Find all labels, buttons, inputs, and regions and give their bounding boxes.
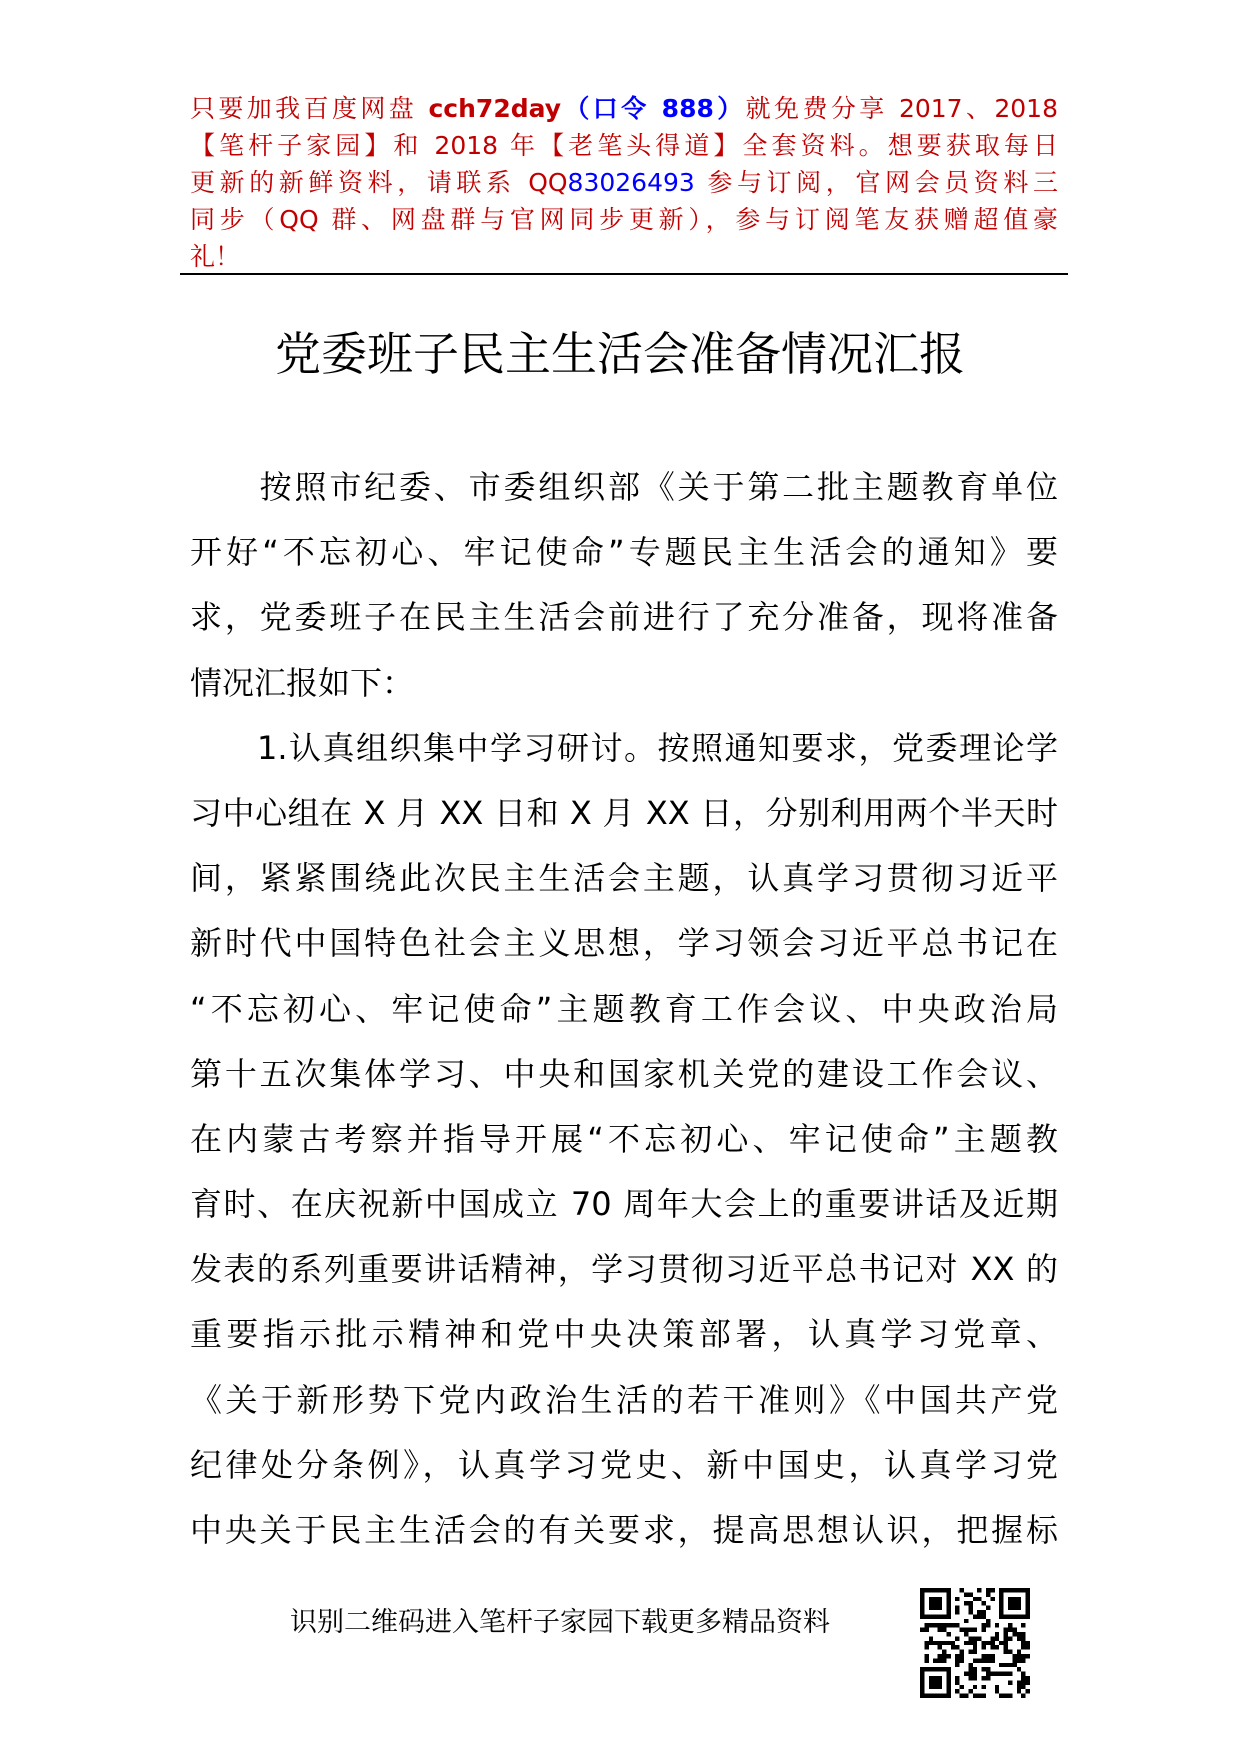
promo-qq: 83026493 <box>567 168 695 197</box>
promo-header <box>190 90 1058 275</box>
body-line: 中央关于民主生活会的有关要求，提高思想认识，把握标 <box>190 1511 1058 1549</box>
body-line: 新时代中国特色社会主义思想，学习领会习近平总书记在 <box>190 924 1058 963</box>
promo-line <box>190 90 1058 127</box>
promo-text: 只要加我百度网盘 <box>190 94 429 123</box>
body-line: 1.认真组织集中学习研讨。按照通知要求，党委理论学 <box>190 728 1058 767</box>
promo-line <box>190 164 1058 201</box>
body-line: 育时、在庆祝新中国成立 70 周年大会上的重要讲话及近期 <box>190 1185 1058 1224</box>
body-line: 求，党委班子在民主生活会前进行了充分准备，现将准备 <box>190 598 1058 637</box>
promo-code: （口令 888） <box>561 94 746 123</box>
body-line: 发表的系列重要讲话精神，学习贯彻习近平总书记对 XX 的 <box>190 1250 1058 1289</box>
body-line: “不忘初心、牢记使命”主题教育工作会议、中央政治局 <box>190 989 1058 1028</box>
promo-text: 就免费分享 2017、2018 <box>745 94 1058 123</box>
header-divider <box>180 273 1068 275</box>
body-line: 习中心组在 X 月 XX 日和 X 月 XX 日，分别利用两个半天时 <box>190 793 1058 832</box>
body-line: 重要指示批示精神和党中央决策部署，认真学习党章、 <box>190 1315 1058 1354</box>
promo-text: 更新的新鲜资料，请联系 QQ <box>190 168 568 197</box>
body-line: 在内蒙古考察并指导开展“不忘初心、牢记使命”主题教 <box>190 1119 1058 1158</box>
body-line: 《关于新形势下党内政治生活的若干准则》《中国共产党 <box>190 1380 1058 1419</box>
body-line: 开好“不忘初心、牢记使命”专题民主生活会的通知》要 <box>190 533 1058 572</box>
promo-line: 礼！ <box>190 242 241 271</box>
promo-line: 同步（QQ 群、网盘群与官网同步更新），参与订阅笔友获赠超值豪 <box>190 205 1058 234</box>
body-line: 第十五次集体学习、中央和国家机关党的建设工作会议、 <box>190 1054 1058 1093</box>
qr-code-icon <box>920 1588 1030 1698</box>
promo-line: 【笔杆子家园】和 2018 年【老笔头得道】全套资料。想要获取每日 <box>190 131 1058 160</box>
promo-text: 参与订阅，官网会员资料三 <box>694 168 1058 197</box>
document-body <box>190 455 1058 1563</box>
document-title: 党委班子民主生活会准备情况汇报 <box>275 327 965 381</box>
promo-account: cch72day <box>428 94 562 123</box>
body-line: 按照市纪委、市委组织部《关于第二批主题教育单位 <box>190 468 1058 506</box>
footer-text: 识别二维码进入笔杆子家园下载更多精品资料 <box>290 1607 830 1638</box>
body-line: 情况汇报如下： <box>190 663 415 702</box>
body-line: 间，紧紧围绕此次民主生活会主题，认真学习贯彻习近平 <box>190 859 1058 898</box>
body-line: 纪律处分条例》，认真学习党史、新中国史，认真学习党 <box>190 1445 1058 1484</box>
